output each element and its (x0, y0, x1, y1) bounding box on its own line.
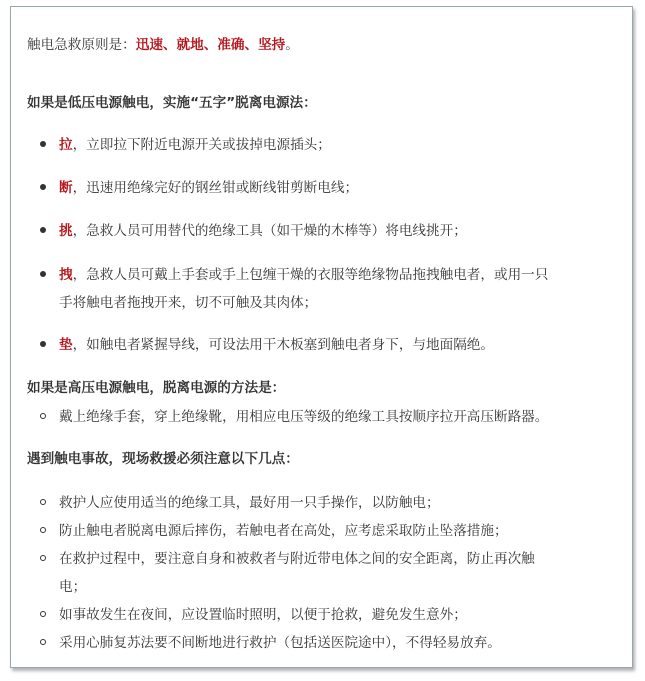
intro-principles: 迅速、就地、准确、坚持 (135, 37, 286, 53)
precaution-text: 救护人应使用适当的绝缘工具，最好用一只手操作，以防触电； (59, 495, 440, 511)
high-voltage-heading: 如果是高压电源触电，脱离电源的方法是： (27, 380, 286, 396)
intro-suffix: 。 (285, 37, 299, 53)
method-text: ，急救人员可用替代的绝缘工具（如干燥的木棒等）将电线挑开； (72, 223, 467, 239)
intro-paragraph (27, 31, 618, 59)
bullet-icon (40, 611, 46, 617)
bullet-icon (40, 555, 46, 561)
precaution-text: 防止触电者脱离电源后摔伤，若触电者在高处，应考虑采取防止坠落措施； (59, 523, 508, 539)
bullet-icon (40, 341, 46, 347)
method-text: ，急救人员可戴上手套或手上包缠干燥的衣服等绝缘物品拖拽触电者，或用一只 (72, 267, 549, 283)
precaution-text-continued: 电； (59, 579, 87, 595)
precaution-text: 采用心肺复苏法要不间断地进行救护（包括送医院途中），不得轻易放弃。 (59, 635, 501, 651)
bullet-icon (40, 413, 46, 419)
bullet-icon (40, 271, 46, 277)
bullet-icon (40, 184, 46, 190)
bullet-icon (40, 141, 46, 147)
method-key: 垫 (59, 337, 73, 353)
method-key: 挑 (59, 223, 73, 239)
method-text: ，立即拉下附近电源开关或拔掉电源插头； (72, 137, 331, 153)
intro-prefix: 触电急救原则是： (27, 37, 136, 53)
precaution-text: 在救护过程中，要注意自身和被救者与附近带电体之间的安全距离，防止再次触 (59, 551, 535, 567)
method-key: 拽 (59, 267, 73, 283)
document-card (10, 6, 633, 668)
method-text-continued: 手将触电者拖拽开来，切不可触及其肉体； (59, 295, 318, 311)
high-voltage-text: 戴上绝缘手套，穿上绝缘靴，用相应电压等级的绝缘工具按顺序拉开高压断路器。 (59, 409, 549, 425)
low-voltage-heading: 如果是低压电源触电，实施“五字”脱离电源法： (27, 95, 317, 111)
method-key: 拉 (59, 137, 73, 153)
method-text: ，如触电者紧握导线，可设法用干木板塞到触电者身下，与地面隔绝。 (72, 337, 494, 353)
bullet-icon (40, 227, 46, 233)
bullet-icon (40, 527, 46, 533)
method-key: 断 (59, 180, 73, 196)
bullet-icon (40, 499, 46, 505)
method-text: ，迅速用绝缘完好的钢丝钳或断线钳剪断电线； (72, 180, 359, 196)
precaution-text: 如事故发生在夜间，应设置临时照明，以便于抢救，避免发生意外； (59, 607, 467, 623)
bullet-icon (40, 639, 46, 645)
precautions-heading: 遇到触电事故，现场救援必须注意以下几点： (27, 451, 299, 467)
